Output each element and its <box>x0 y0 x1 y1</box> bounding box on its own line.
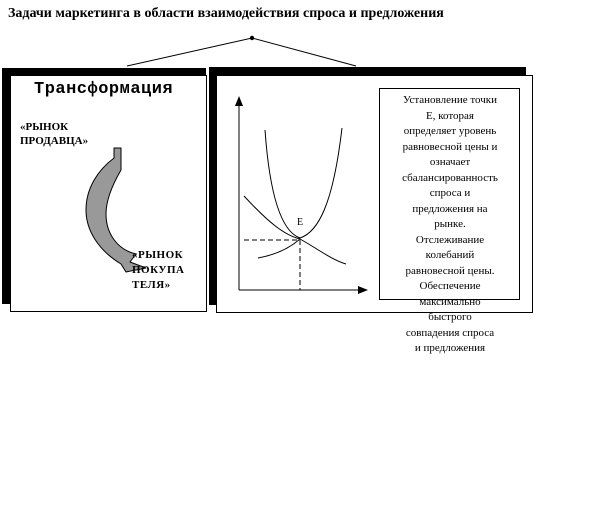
seller-market-label: «РЫНОК ПРОДАВЦА» <box>20 121 89 147</box>
demand-curve <box>244 196 346 264</box>
transformation-heading: Трансформация <box>34 80 174 99</box>
demand-curve-tail <box>258 239 300 258</box>
tasks-text: Установление точки Е, которая определяет уровень равновесной цены и означает сбалансированность спроса и предложения на рынке. Отслеживание колебаний равновесной цены. Обеспечение максимально быстрого совпадения спроса и предложения <box>402 94 498 354</box>
supply-curve <box>265 128 342 238</box>
equilibrium-point-label: E <box>297 217 304 228</box>
x-axis-arrowhead <box>358 286 368 294</box>
buyer-market-label: «РЫНОК ПОКУПА ТЕЛЯ» <box>132 249 185 291</box>
y-axis-arrowhead <box>235 96 243 106</box>
page-title: Задачи маркетинга в области взаимодействия спроса и предложения <box>8 6 444 21</box>
